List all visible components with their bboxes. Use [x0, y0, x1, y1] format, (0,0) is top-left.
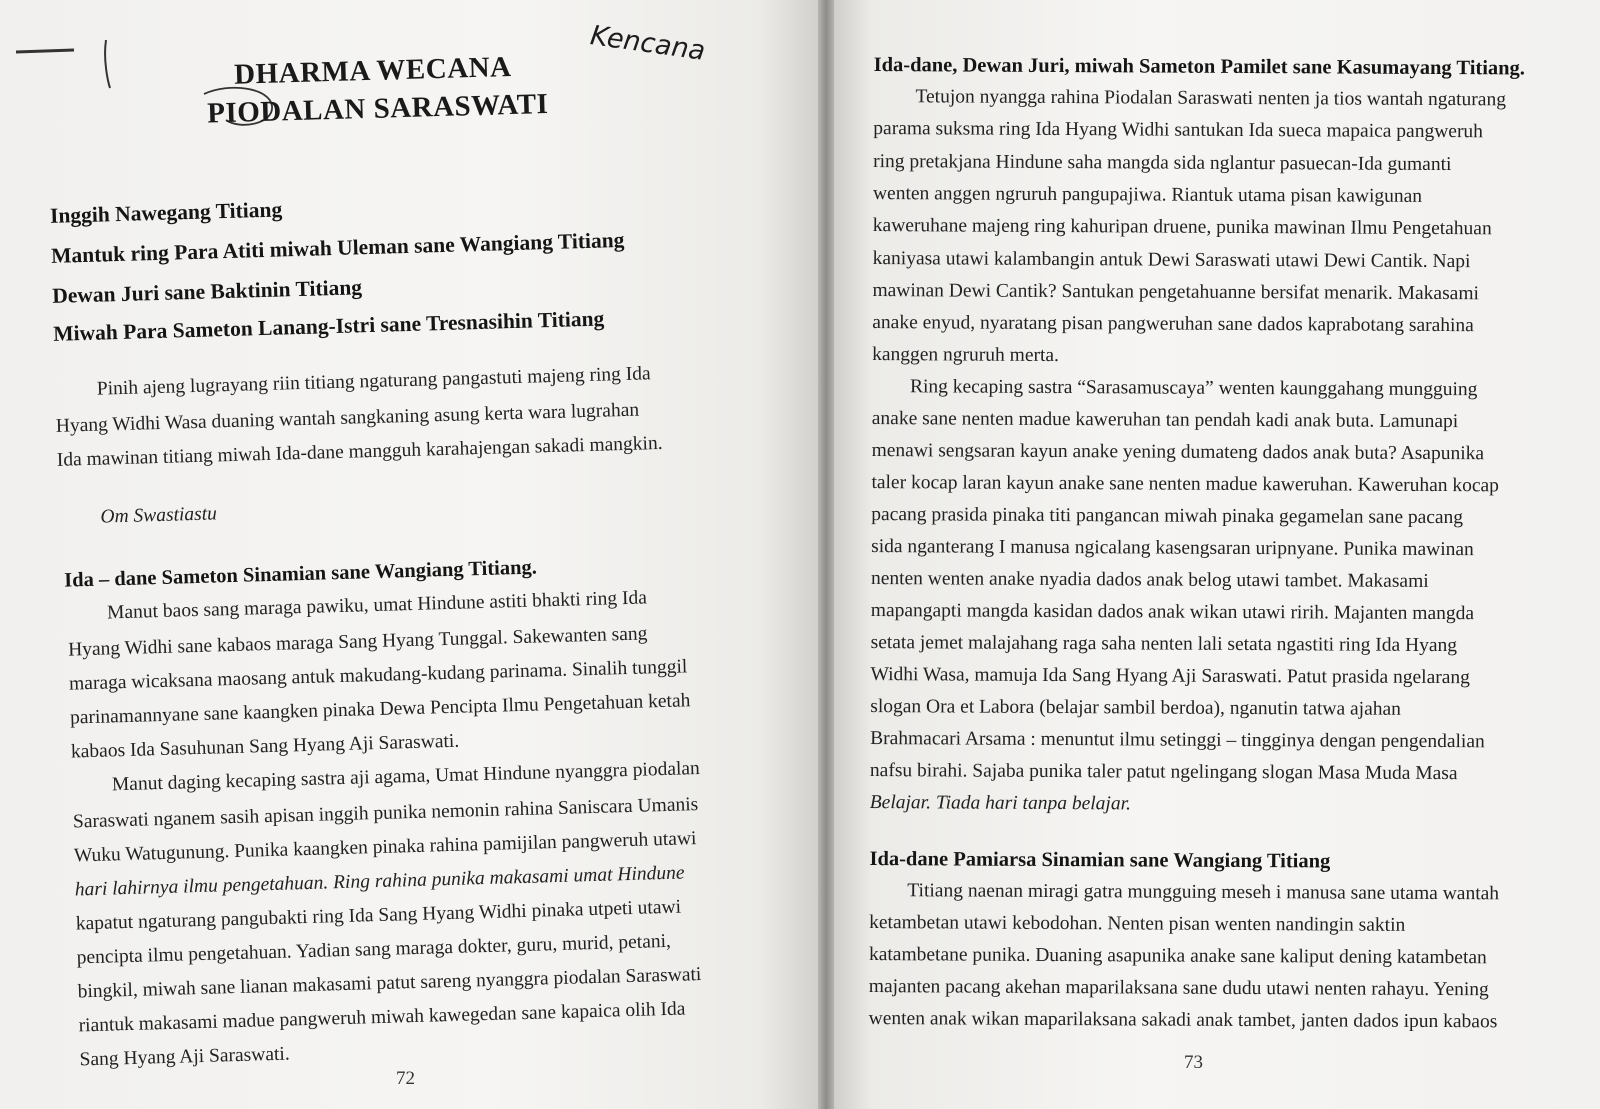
- paragraph-line: pacang prasida pinaka titi pangancan miwah pinaka gegamelan sane pacang: [871, 504, 1464, 529]
- paragraph-line: parinamannyane sane kaangken pinaka Dewa Pencipta Ilmu Pengetahuan ketah: [69, 690, 691, 729]
- paragraph-line: mapangapti mangda kasidan dados anak wikan utawi ririh. Majanten mangda: [870, 600, 1475, 625]
- paragraph-line: Brahmacari Arsama : menuntut ilmu setinggi – tingginya dengan pengendalian: [870, 728, 1485, 753]
- paragraph-line: maraga wicaksana maosang antuk makudang-kudang parinama. Sinalih tunggil: [68, 656, 688, 695]
- paragraph-line: parama suksma ring Ida Hyang Widhi santukan Ida sueca mapaica pangweruh: [873, 118, 1484, 143]
- paragraph-line: Tetujon nyangga rahina Piodalan Saraswati nenten ja tios wantah ngaturang: [915, 86, 1507, 111]
- intro-line: Pinih ajeng lugrayang riin titiang ngaturang pangastuti majeng ring Ida: [96, 363, 651, 400]
- pen-mark-dash: [10, 40, 130, 90]
- paragraph-line: Widhi Wasa, mamuja Ida Sang Hyang Aji Saraswati. Patut prasida ngelarang: [870, 664, 1470, 689]
- salutation-line: Mantuk ring Para Atiti miwah Uleman sane Wangiang Titiang: [50, 227, 625, 268]
- paragraph-line: kaniyasa utawi kalambangin antuk Dewi Saraswati utawi Dewi Cantik. Napi: [872, 248, 1471, 273]
- paragraph-line: riantuk makasami madue pangweruh miwah kawegedan sane kapaica olih Ida: [78, 998, 686, 1037]
- salutation-line: Miwah Para Sameton Lanang-Istri sane Tresnasihin Titiang: [52, 306, 605, 346]
- page-number: 72: [396, 1068, 415, 1089]
- paragraph-line: setata jemet malajahang raga saha nenten lali setata ngastiti ring Ida Hyang: [870, 632, 1458, 657]
- paragraph-line: wenten anak wikan maparilaksana sakadi anak tambet, janten dados ipun kabaos: [868, 1008, 1498, 1033]
- paragraph-line: bingkil, miwah sane lianan makasami patut sareng nyanggra piodalan Saraswati: [77, 964, 702, 1003]
- paragraph-line: kaweruhane majeng ring kahuripan druene, punika mawinan Ilmu Pengetahuan: [872, 215, 1492, 240]
- right-page: [834, 0, 1600, 1109]
- handwritten-note: Kencana: [588, 20, 708, 67]
- paragraph-line: nafsu birahi. Sajaba punika taler patut ngelingang slogan Masa Muda Masa: [869, 760, 1458, 785]
- intro-line: Hyang Widhi Wasa duaning wantah sangkaning asung kerta wara lugrahan: [55, 399, 640, 437]
- paragraph-line: kanggen ngruruh merta.: [872, 344, 1060, 367]
- paragraph-line: taler kocap laran kayun anake sane nenten madue kaweruhan. Kaweruhan kocap: [871, 472, 1500, 497]
- paragraph-line: majanten pacang akehan maparilaksana sane dudu utawi nenten rahayu. Yening: [868, 976, 1489, 1001]
- salutation-line: Dewan Juri sane Baktinin Titiang: [51, 275, 363, 308]
- paragraph-line: Sang Hyang Aji Saraswati.: [79, 1043, 290, 1071]
- intro-line: Ida mawinan titiang miwah Ida-dane mangguh karahajengan sakadi mangkin.: [56, 432, 663, 471]
- paragraph-line: wenten anggen ngruruh pangupajiwa. Riantuk utama pisan kawigunan: [872, 183, 1423, 207]
- paragraph-line: anake sane nenten madue kaweruhan tan pendah kadi anak buta. Lamunapi: [871, 408, 1459, 433]
- paragraph-line: Manut baos sang maraga pawiku, umat Hindune astiti bhakti ring Ida: [106, 587, 648, 624]
- paragraph-line: sida nganterang I manusa ngicalang kasengsaran uripnyane. Punika mawinan: [871, 536, 1474, 561]
- paragraph-line: Titiang naenan miragi gatra mungguing meseh i manusa sane utama wantah: [907, 880, 1500, 905]
- paragraph-line: pencipta ilmu pengetahuan. Yadian sang maraga dokter, guru, murid, petani,: [76, 930, 672, 969]
- paragraph-line: Saraswati nganem sasih apisan inggih punika nemonin rahina Saniscara Umanis: [72, 794, 699, 833]
- page-number: 73: [1184, 1052, 1203, 1073]
- greeting: Om Swastiastu: [100, 503, 218, 528]
- paragraph-line: Hyang Widhi sane kabaos maraga Sang Hyang Tunggal. Sakewanten sang: [67, 623, 648, 661]
- paragraph-line: nenten wenten anake nyadia dados anak belog utawi tambet. Makasami: [870, 568, 1429, 592]
- paragraph-line: menawi sengsaran kayun anake yening dumateng dados anak buta? Asapunika: [871, 440, 1485, 465]
- paragraph-line: Wuku Watugunung. Punika kaangken pinaka rahina pamijilan pangweruh utawi: [73, 828, 697, 867]
- paragraph-line: slogan Ora et Labora (belajar sambil berdoa), nganutin tatwa ajahan: [870, 696, 1401, 720]
- right-column: [864, 0, 1564, 1033]
- paragraph-line: anake enyud, nyaratang pisan pangweruhan sane dados kaprabotang sarahina: [872, 312, 1474, 337]
- paragraph-line: Ring kecaping sastra “Sarasamuscaya” wenten kaunggahang mungguing: [909, 376, 1478, 401]
- page-title-line-2: PIODALAN SARASWATI: [206, 87, 549, 130]
- section-heading: Ida – dane Sameton Sinamian sane Wangiang Titiang.: [63, 556, 538, 592]
- paragraph-line: kapatut ngaturang pangubakti ring Ida Sang Hyang Widhi pinaka utpeti utawi: [75, 896, 682, 935]
- salutation-line: Inggih Nawegang Titiang: [49, 197, 283, 228]
- book-gutter: [818, 0, 834, 1109]
- paragraph-line: katambetane punika. Duaning asapunika anake sane kaliput dening katambetan: [868, 944, 1487, 969]
- paragraph-line: kabaos Ida Sasuhunan Sang Hyang Aji Saraswati.: [70, 730, 460, 763]
- paragraph-line: hari lahirnya ilmu pengetahuan. Ring rahina punika makasami umat Hindune: [74, 862, 685, 901]
- section-heading: Ida-dane, Dewan Juri, miwah Sameton Pamilet sane Kasumayang Titiang.: [873, 54, 1526, 80]
- paragraph-line: ring pretakjana Hindune saha mangda sida nglantur pasuecan-Ida gumanti: [873, 151, 1452, 176]
- paragraph-line: mawinan Dewi Cantik? Santukan pengetahuanne bersifat menarik. Makasami: [872, 280, 1480, 305]
- paragraph-line: Belajar. Tiada hari tanpa belajar.: [869, 792, 1131, 815]
- paragraph-line: Manut daging kecaping sastra aji agama, Umat Hindune nyanggra piodalan: [111, 757, 701, 796]
- section-heading: Ida-dane Pamiarsa Sinamian sane Wangiang Titiang: [869, 848, 1331, 873]
- paragraph-line: ketambetan utawi kebodohan. Nenten pisan wenten nandingin saktin: [869, 912, 1406, 936]
- page-title-line-1: DHARMA WECANA: [233, 50, 512, 91]
